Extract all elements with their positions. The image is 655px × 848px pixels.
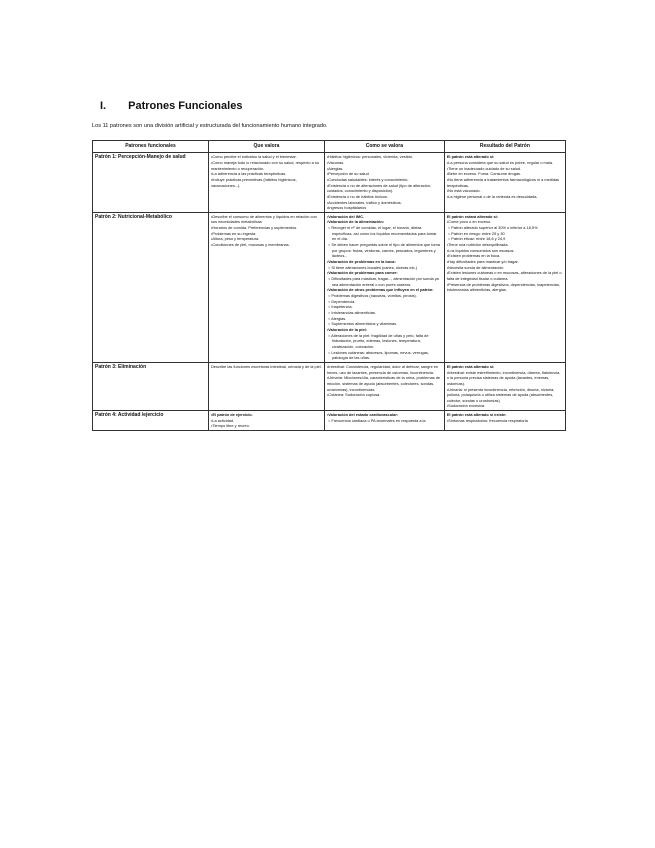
cell-line: •No tiene adherencia a tratamientos farmacológicos ni a medidas terapéuticas.: [446, 176, 560, 188]
cell-line: •Valoración de problemas en la boca:: [326, 259, 396, 265]
cell-line: •Incluye prácticas preventivas (hábitos higiénicos, vacunaciones...).: [210, 176, 297, 188]
cell-line: ○ Inapetencia.: [327, 304, 353, 310]
how-assessed-cell: [324, 212, 444, 362]
cell-line: •Como maneja todo lo relacionado con su salud, respecto a su mantenimiento o recuperación.: [210, 159, 319, 171]
cell-line: •Presencia de problemas digestivos, dependencias, inapetencias, intolerancias alimenticias, alergias.: [446, 281, 560, 293]
cell-line: •Urinaria: si presenta incontinencia, retención, disuria, nicturia, poliuria, polaquiuria o utiliza sistemas de ayuda (absorbentes, colector, sondas o urostomías): [446, 386, 555, 403]
cell-line: ○ Alergias.: [327, 315, 347, 321]
cell-line: ○ Problemas digestivos (náuseas, vómitos, pirosis).: [327, 293, 417, 298]
cell-line: •La higiene personal o de la vivienda es descuidada.: [446, 193, 538, 199]
cell-line: •Bebe en exceso. Fuma. Consume drogas.: [446, 171, 522, 177]
cell-line: •Como percibe el individuo la salud y el bienestar.: [210, 154, 297, 160]
cell-line: •Intestinal: existe estreñimiento, incontinencia, diarrea, flatulencia, o la persona precisa sistemas de ayuda (laxantes, enemas, ostomías).: [446, 369, 561, 386]
patterns-table: [92, 140, 566, 431]
cell-line: ○ Lesiones cutáneas: abscesos, lipomas, nevus, verrugas, patología de las uñas.: [327, 349, 429, 361]
cell-line: •Existen problemas en la boca.: [446, 253, 501, 259]
cell-line: Describe las funciones excretoras intestinal, urinaria y de la piel.: [210, 363, 322, 369]
cell-line: ○ Alteraciones de la piel: fragilidad de uñas y pelo, falta de hidratación, prurito, edemas, lesiones, temperatura, cicatrización, coloración.: [327, 332, 429, 349]
table-row: [93, 212, 566, 362]
cell-line: •Valoración de problemas para comer:: [326, 270, 398, 276]
cell-line: •Hay dificultades para masticar y/o tragar.: [446, 259, 519, 265]
cell-line: El patrón está alterado si existe:: [446, 412, 507, 418]
cell-line: ○ Intolerancias alimenticias.: [327, 309, 376, 315]
cell-line: •Alergias.: [326, 165, 344, 171]
intro-paragraph: Los 11 patrones son una división artificial y estructurada del funcionamiento humano integrado.: [92, 123, 328, 129]
cell-line: •Describe el consumo de alimentos y líquidos en relación con sus necesidades metabólicas: [210, 213, 317, 225]
pattern-result-cell: [444, 411, 565, 431]
cell-line: •Valoración del IMC.: [326, 213, 364, 219]
cell-line: ○ Patrón alterado superior al 30% o inferior a 18,5%: [447, 225, 538, 231]
cell-line: •El patrón de ejercicio.: [210, 412, 253, 418]
section-number: I.: [100, 100, 107, 112]
cell-line: ○ Si tiene alteraciones bucales (caries, úlceras etc.): [327, 264, 418, 270]
cell-line: •No está vacunado.: [446, 188, 481, 194]
pattern-result-cell: [444, 212, 565, 362]
table-row: [93, 411, 566, 431]
column-header: Patrones funcionales: [93, 141, 209, 153]
how-assessed-cell: [324, 362, 444, 410]
cell-line: •La persona considera que su salud es pobre, regular o mala.: [446, 159, 554, 165]
cell-line: •Valoración del estado cardiovascular:: [326, 412, 399, 418]
cell-line: •Síntomas respiratorios: frecuencia respiratoria: [446, 417, 528, 423]
cell-line: •Valoración de otros problemas que influyen en el patrón:: [326, 287, 434, 293]
pattern-result-cell: [444, 362, 565, 410]
cell-line: •La adherencia a las prácticas terapéuticas.: [210, 171, 287, 177]
cell-line: ○ Frecuencia cardiaca o PA anormales en respuesta a la: [327, 417, 426, 423]
cell-line: •Existencia o no de alteraciones de salud (tipo de alteración, cuidados, conocimiento y disposición).: [326, 182, 432, 194]
what-is-assessed-cell: [208, 411, 324, 431]
cell-line: ○ Dependencia.: [327, 298, 356, 304]
column-header: Resultado del Patrón: [444, 141, 565, 153]
cell-line: •Urinaria: Micciones/día, características de la orina, problemas de micción, sistemas de ayuda (absorbentes, colectores, sondas, urostomías), incontinencias.: [326, 375, 441, 392]
what-is-assessed-cell: [208, 362, 324, 410]
cell-line: •Valoración de la alimentación:: [326, 219, 385, 225]
pattern-name-cell: Patrón 1: Percepción-Manejo de salud: [93, 153, 209, 213]
cell-line: •La actividad.: [210, 417, 235, 423]
column-header: Como se valora: [324, 141, 444, 153]
cell-line: •Existencia o no de hábitos tóxicos.: [326, 193, 388, 199]
cell-line: •Existen lesiones cutáneas o en mucosas, alteraciones de la piel o falta de integridad tisular o cutánea.: [446, 270, 562, 282]
cell-line: •Conductas saludables: interés y conocimiento.: [326, 176, 409, 182]
table-header-row: [93, 141, 566, 153]
table-row: [93, 153, 566, 213]
cell-line: El patrón estará alterado si:: [446, 213, 499, 219]
how-assessed-cell: [324, 153, 444, 213]
cell-line: •Altura, peso y temperatura.: [210, 236, 260, 242]
cell-line: •Ingresos hospitalarios: [326, 205, 367, 211]
cell-line: •Valoración de la piel:: [326, 326, 368, 332]
cell-line: •Come poco o en exceso.: [446, 219, 492, 225]
what-is-assessed-cell: [208, 212, 324, 362]
cell-line: •Tiene una nutrición desequilibrada.: [446, 242, 509, 248]
cell-line: El patrón está alterado si:: [446, 154, 495, 160]
cell-line: ○ Dificultades para masticar, tragar..., alimentación por sonda ya sea alimentación enteral o con purés caseros.: [327, 276, 439, 287]
cell-line: •Hábitos higiénicos: personales, vivienda, vestido.: [326, 154, 414, 160]
cell-line: •Intestinal: Consistencia, regularidad, dolor al defecar, sangre en heces, uso de laxantes, presencia de ostomías, incontinencia.: [326, 363, 439, 375]
cell-line: •Vacunas.: [326, 159, 345, 165]
cell-line: ○ Recoger el nº de comidas, el lugar, el horario, dietas específicas, así como los líquidos recomendados para tomar en el día.: [327, 225, 437, 242]
pattern-result-cell: [444, 153, 565, 213]
pattern-name-cell: Patrón 2: Nutricional-Metabólico: [93, 212, 209, 362]
cell-line: ○ Suplementos alimenticios y vitaminas.: [327, 321, 398, 327]
cell-line: •Problemas en su ingesta.: [210, 230, 257, 236]
cell-line: El patrón está alterado si:: [446, 363, 495, 369]
cell-line: •Horarios de comida. Preferencias y suplementos.: [210, 225, 298, 231]
cell-line: •Los líquidos consumidos son escasos.: [446, 247, 515, 253]
what-is-assessed-cell: [208, 153, 324, 213]
section-heading: [100, 100, 242, 112]
table-row: [93, 362, 566, 410]
cell-line: •Cutánea: Sudoración copiosa.: [326, 392, 381, 398]
how-assessed-cell: [324, 411, 444, 431]
cell-line: •Tiempo libre y recreo.: [210, 423, 250, 429]
column-header: Que valora: [208, 141, 324, 153]
cell-line: ○ Se deben hacer preguntas sobre el tipo de alimentos que toma por grupos: frutas, verduras, carnes, pescados, legumbres y lácteos...: [327, 242, 440, 259]
cell-line: ○ Patrón en riesgo: entre 25 y 30: [447, 230, 505, 236]
cell-line: •Sudoración excesiva.: [446, 403, 486, 409]
cell-line: •Accidentes laborales, tráfico y domésticos.: [326, 199, 402, 205]
pattern-name-cell: Patrón 3: Eliminación: [93, 362, 209, 410]
cell-line: •Condiciones de piel, mucosas y membranas.: [210, 242, 290, 248]
cell-line: •Tiene un inadecuado cuidado de su salud.: [446, 165, 522, 171]
cell-line: •Necesita sonda de alimentación.: [446, 264, 505, 270]
cell-line: •Percepción de su salud: [326, 171, 369, 177]
section-title: Patrones Funcionales: [128, 100, 243, 112]
pattern-name-cell: Patrón 4: Actividad /ejercicio: [93, 411, 209, 431]
cell-line: ○ Patrón eficaz: entre 18,6 y 24,9: [447, 236, 506, 242]
